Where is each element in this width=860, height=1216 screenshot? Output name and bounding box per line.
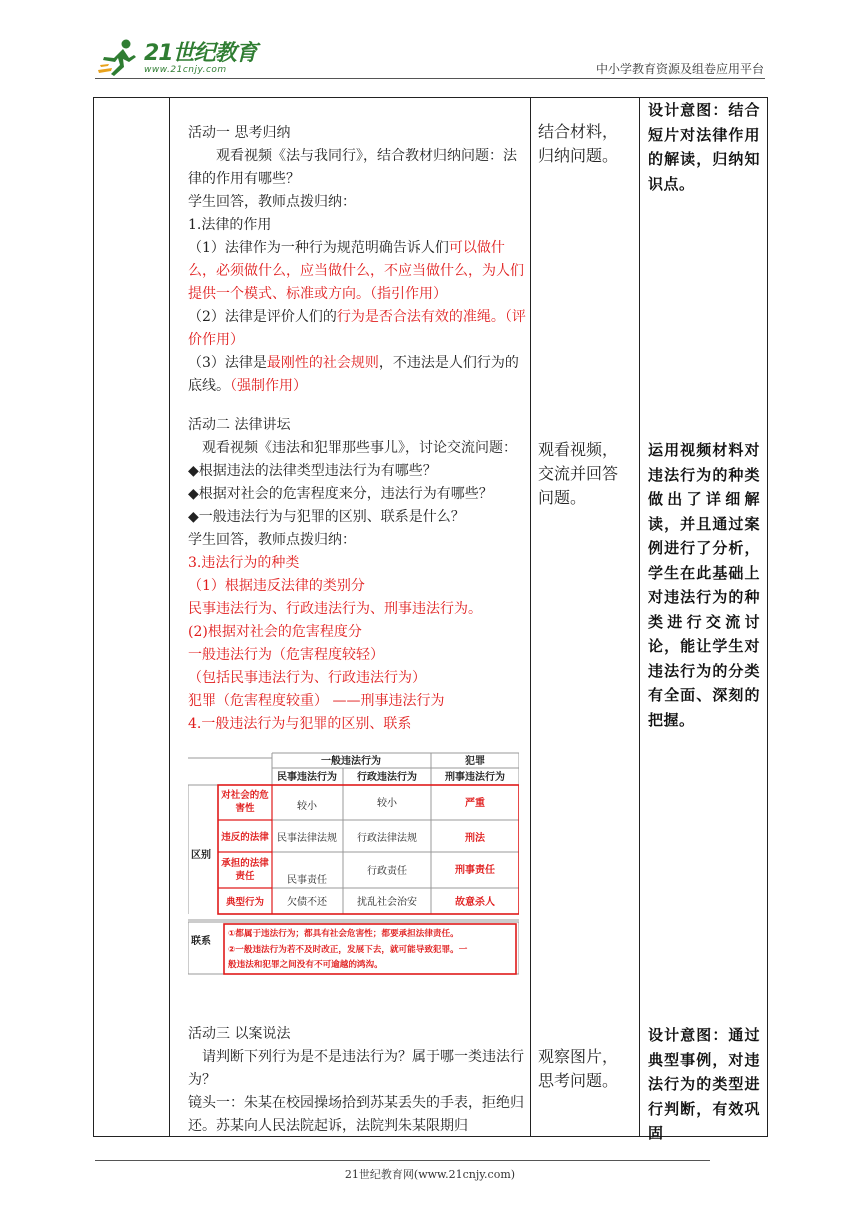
row-1-civil: 较小 [297,801,317,812]
activity-1-answer: 学生回答，教师点拨归纳： [188,194,356,210]
row-3-civil: 民事责任 [287,875,327,886]
row-4-label: 典型行为 [225,897,265,908]
row-1-admin: 较小 [377,798,397,809]
activity-3-intro: 请判断下列行为是不是违法行为？属于哪一类违法行为？ [188,1049,524,1088]
activity-2-intro: 观看视频《违法和犯罪那些事儿》，讨论交流问题： [202,440,517,456]
column-divider-1 [169,98,170,1136]
column-divider-3 [639,98,640,1136]
row-3-label-line-1: 承担的法律 [221,858,269,869]
question-3: ◆一般违法行为与犯罪的区别、联系是什么？ [188,509,465,525]
header-civil: 民事违法行为 [277,772,337,783]
header-criminal: 刑事违法行为 [445,772,505,783]
activity-1-title: 活动一 思考归纳 [188,125,291,141]
row-4-admin: 扰乱社会治安 [357,897,417,908]
footer-text[interactable]: 21世纪教育网(www.21cnjy.com) [344,1168,516,1181]
row-1-label-line-1: 对社会的危 [221,790,269,801]
case-1: 镜头一：朱某在校园操场拾到苏某丢失的手表，拒绝归还。苏某向人民法院起诉，法院判朱某限期归 [188,1095,524,1134]
summary-line-6: （包括民事违法行为、行政违法行为） [188,670,426,686]
law-function-3: （3）法律是最刚性的社会规则，不违法是人们行为的底线。（强制作用） [188,355,519,394]
footer-divider [95,1160,710,1161]
activity-2-answer: 学生回答，教师点拨归纳： [188,532,356,548]
row-3-label-line-2: 责任 [235,871,255,882]
label-difference: 区别 [191,850,211,861]
site-logo[interactable] [96,38,257,78]
activity-2-content [188,414,530,736]
platform-name: 中小学教育资源及组卷应用平台 [595,62,764,76]
activity-1-intro: 观看视频《法与我同行》，结合教材归纳问题：法律的作用有哪些？ [188,148,517,187]
row-4-criminal: 故意杀人 [455,897,495,908]
runner-logo-icon [96,38,142,78]
summary-line-4: (2)根据对社会的危害程度分 [188,624,362,640]
activity-1-content [188,122,530,398]
row-2-admin: 行政法律法规 [357,833,417,844]
connection-line-2b: 般违法和犯罪之间没有不可逾越的鸿沟。 [228,960,383,970]
summary-line-1: 3.违法行为的种类 [188,555,300,571]
summary-line-3: 民事违法行为、行政违法行为、刑事违法行为。 [188,601,482,617]
header-divider [95,78,765,79]
activity-1-heading: 1.法律的作用 [188,217,272,233]
activity-2-student: 观看视频，交流并回答问题。 [538,440,619,507]
row-3-admin: 行政责任 [367,866,407,877]
summary-line-7: 犯罪（危害程度较重） ——刑事违法行为 [188,693,445,709]
row-2-criminal: 刑法 [465,833,485,844]
page-header [0,0,860,90]
question-2: ◆根据对社会的危害程度来分，违法行为有哪些？ [188,486,493,502]
summary-line-2: （1）根据违反法律的类别分 [188,578,365,594]
activity-3-student: 观察图片，思考问题。 [538,1047,619,1090]
connection-line-2a: ②一般违法行为若不及时改正，发展下去，就可能导致犯罪。一 [228,945,468,955]
header-admin: 行政违法行为 [357,772,417,783]
activity-3-intent: 设计意图：通过典型事例，对违法行为的类型进行判断，有效巩固 [648,1026,760,1142]
law-function-2: （2）法律是评价人们的行为是否合法有效的准绳。（评价作用） [188,309,526,348]
logo-url: www.21cnjy.com [144,64,227,75]
summary-line-5: 一般违法行为（危害程度较轻） [188,647,384,663]
connection-line-1: ①都属于违法行为；都具有社会危害性；都要承担法律责任。 [228,929,459,939]
comparison-table [188,752,519,976]
question-1: ◆根据违法的法律类型违法行为有哪些？ [188,463,437,479]
logo-title: 21世纪教育 [144,40,257,66]
row-1-label-line-2: 害性 [235,803,255,814]
summary-line-8: 4.一般违法行为与犯罪的区别、联系 [188,716,412,732]
row-3-criminal: 刑事责任 [455,865,495,876]
lesson-table [93,97,768,1142]
header-general: 一般违法行为 [321,756,381,767]
label-connection: 联系 [191,936,211,947]
header-crime: 犯罪 [465,756,485,767]
law-function-1: （1）法律作为一种行为规范明确告诉人们可以做什么，必须做什么，应当做什么，不应当做什么，为人们提供一个模式、标准或方向。（指引作用） [188,240,524,302]
column-divider-2 [530,98,531,1136]
activity-2-title: 活动二 法律讲坛 [188,417,291,433]
row-1-criminal: 严重 [465,798,485,809]
activity-3-title: 活动三 以案说法 [188,1026,291,1042]
activity-1-student: 结合材料，归纳问题。 [538,122,619,165]
row-4-civil: 欠债不还 [287,897,327,908]
activity-1-intent: 设计意图：结合短片对法律作用的解读，归纳知识点。 [648,101,760,193]
comparison-table-graphic [188,752,519,976]
activity-2-intent: 运用视频材料对违法行为的种类做出了详细解读，并且通过案例进行了分析，学生在此基础上对违法行为的种类进行交流讨论，能让学生对违法行为的分类有全面、深刻的把握。 [648,441,760,729]
row-2-civil: 民事法律法规 [277,833,337,844]
activity-3-content [188,1023,530,1138]
row-2-label: 违反的法律 [221,832,269,843]
